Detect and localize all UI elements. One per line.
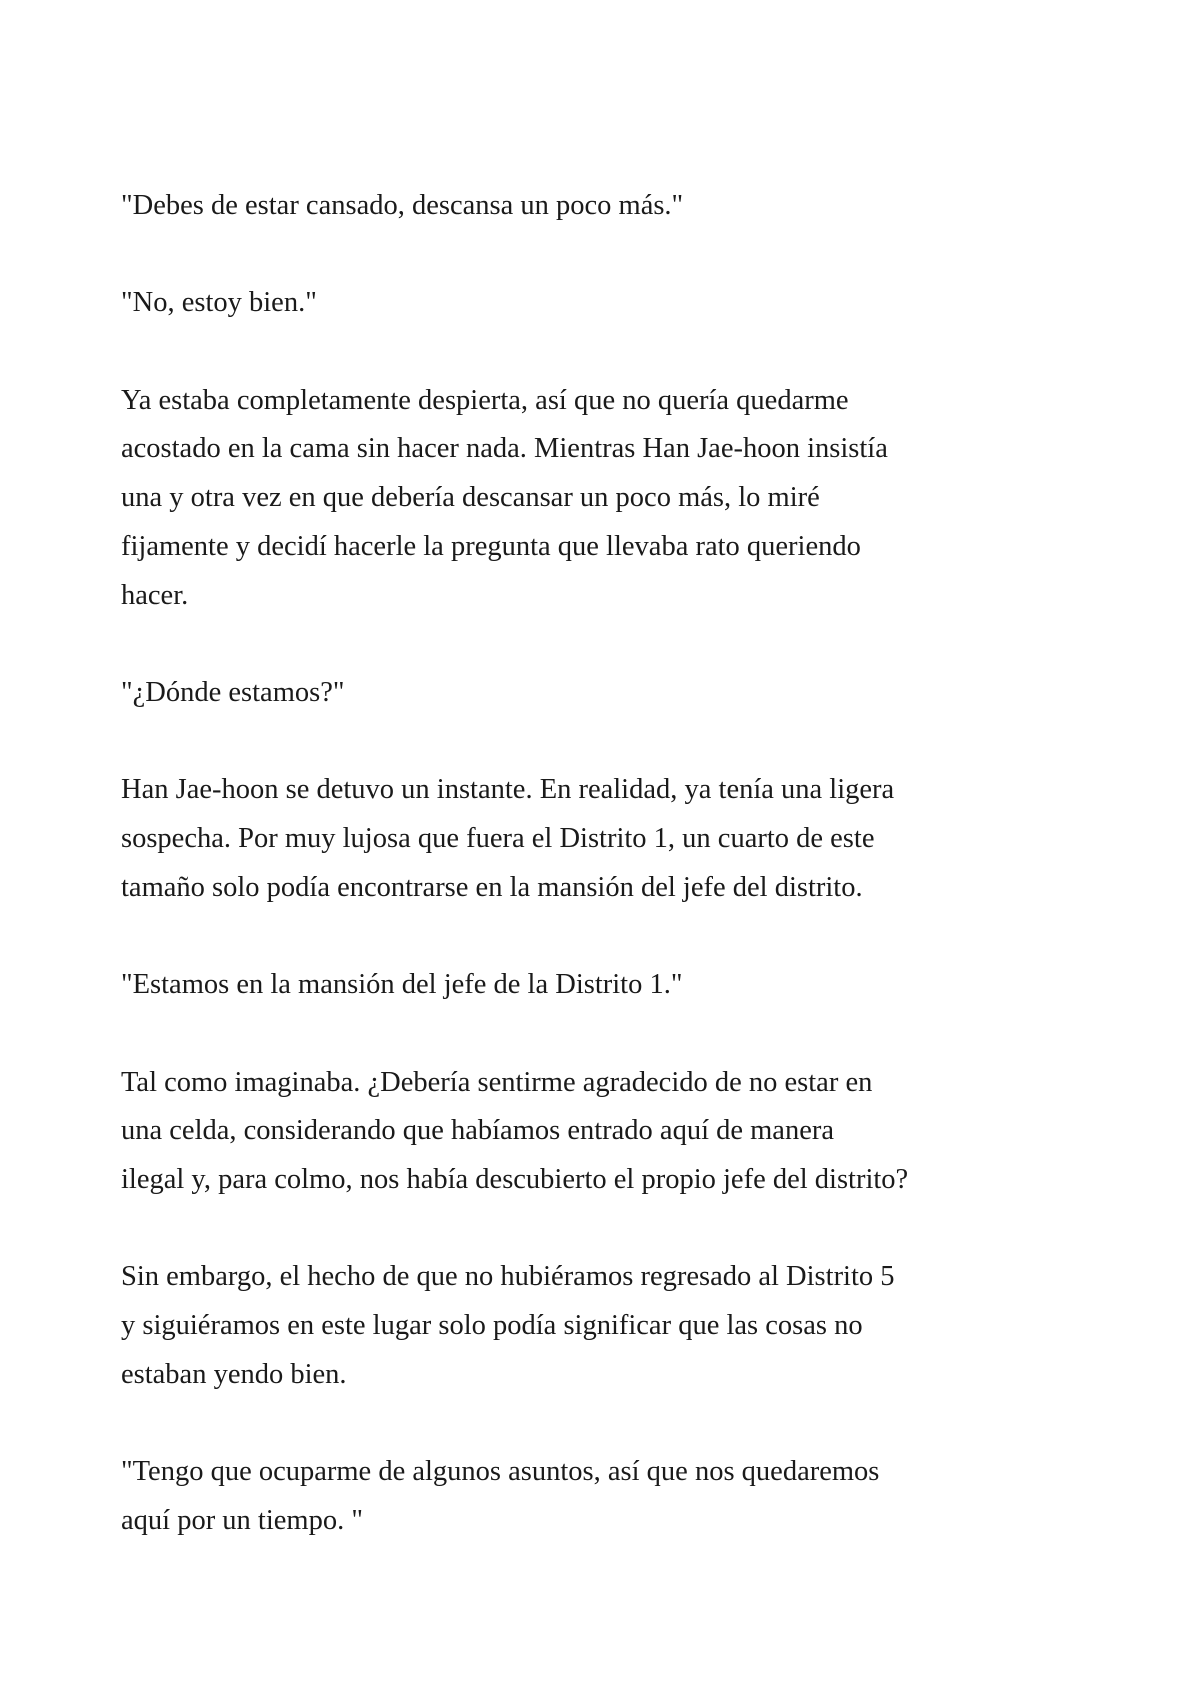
paragraph bbox=[121, 961, 1121, 1010]
paragraph bbox=[121, 377, 1121, 621]
document-page bbox=[121, 182, 1121, 1594]
text-line: Ya estaba completamente despierta, así que no quería quedarme bbox=[121, 384, 849, 416]
paragraph bbox=[121, 1253, 1121, 1399]
text-line: Sin embargo, el hecho de que no hubiéramos regresado al Distrito 5 bbox=[121, 1261, 895, 1293]
paragraph bbox=[121, 279, 1121, 328]
paragraph bbox=[121, 766, 1121, 912]
text-line: aquí por un tiempo. " bbox=[121, 1504, 363, 1536]
text-line: y siguiéramos en este lugar solo podía significar que las cosas no bbox=[121, 1310, 863, 1342]
text-line: ilegal y, para colmo, nos había descubierto el propio jefe del distrito? bbox=[121, 1163, 909, 1195]
text-line: una y otra vez en que debería descansar un poco más, lo miré bbox=[121, 482, 820, 514]
paragraph bbox=[121, 1448, 1121, 1545]
text-line: "Tengo que ocuparme de algunos asuntos, así que nos quedaremos bbox=[121, 1456, 880, 1488]
text-line: Han Jae-hoon se detuvo un instante. En realidad, ya tenía una ligera bbox=[121, 774, 895, 806]
text-line: sospecha. Por muy lujosa que fuera el Distrito 1, un cuarto de este bbox=[121, 823, 875, 855]
text-line: Tal como imaginaba. ¿Debería sentirme agradecido de no estar en bbox=[121, 1066, 873, 1098]
paragraph bbox=[121, 182, 1121, 231]
text-line: tamaño solo podía encontrarse en la mansión del jefe del distrito. bbox=[121, 871, 863, 903]
text-line: "¿Dónde estamos?" bbox=[121, 676, 345, 708]
paragraph bbox=[121, 1059, 1121, 1205]
text-line: "No, estoy bien." bbox=[121, 287, 317, 319]
text-line: una celda, considerando que habíamos entrado aquí de manera bbox=[121, 1115, 835, 1147]
text-line: "Debes de estar cansado, descansa un poco más." bbox=[121, 190, 684, 221]
text-line: fijamente y decidí hacerle la pregunta que llevaba rato queriendo bbox=[121, 530, 861, 562]
text-line: "Estamos en la mansión del jefe de la Distrito 1." bbox=[121, 969, 683, 1001]
paragraph bbox=[121, 669, 1121, 718]
text-line: estaban yendo bien. bbox=[121, 1358, 347, 1390]
text-line: acostado en la cama sin hacer nada. Mientras Han Jae-hoon insistía bbox=[121, 433, 888, 465]
text-line: hacer. bbox=[121, 579, 189, 611]
